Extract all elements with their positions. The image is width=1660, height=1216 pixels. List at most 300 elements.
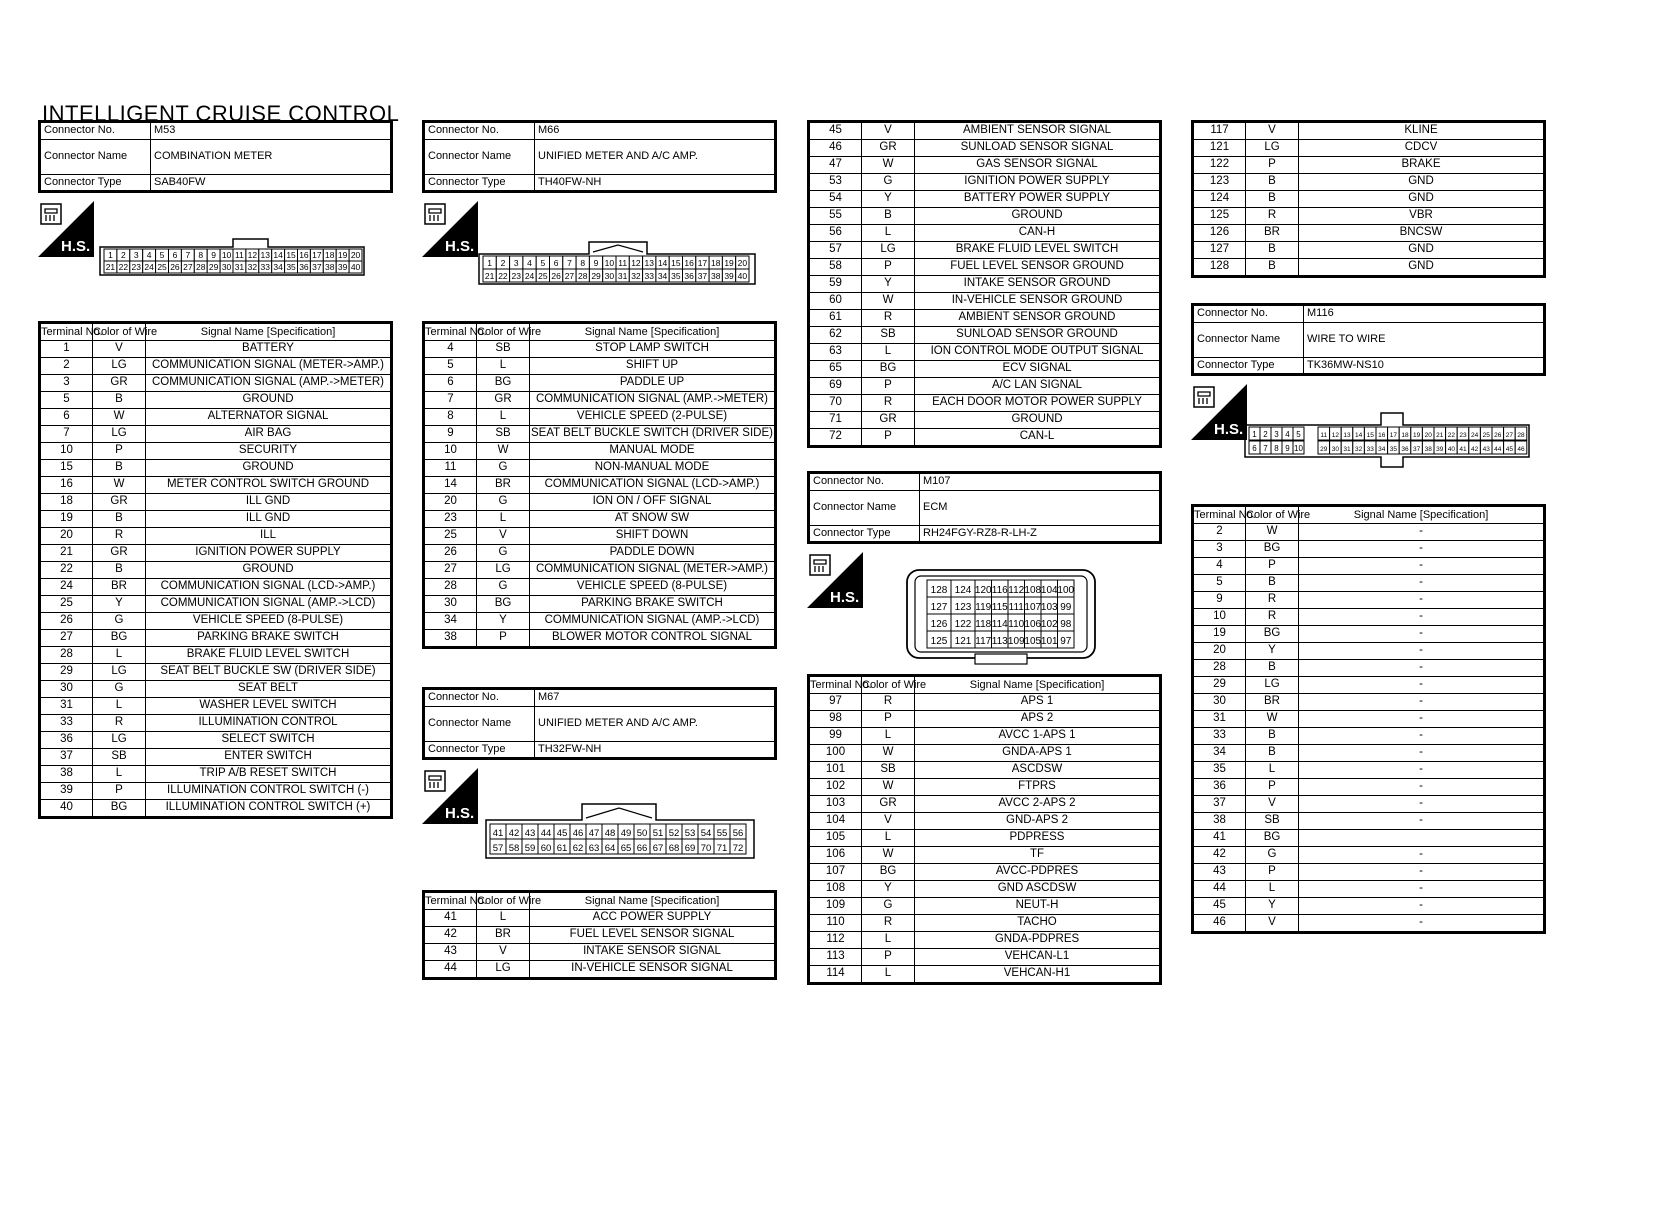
- table-row: [424, 613, 776, 630]
- terminal-no-cell: 25: [40, 596, 93, 613]
- wire-color-cell: L: [477, 511, 530, 528]
- signal-name-cell: COMMUNICATION SIGNAL (LCD->AMP.): [146, 579, 392, 596]
- table-row: [809, 276, 1161, 293]
- wire-color-cell: BG: [1246, 626, 1299, 643]
- m67-connector-info: [422, 687, 777, 760]
- signal-name-cell: PARKING BRAKE SWITCH: [146, 630, 392, 647]
- wire-color-cell: P: [862, 429, 915, 447]
- pin-number: 65: [620, 843, 632, 854]
- pin-number: 4: [1285, 430, 1290, 439]
- pin-number: 43: [1482, 446, 1490, 453]
- wire-color-cell: W: [862, 779, 915, 796]
- wire-color-cell: BR: [93, 579, 146, 596]
- signal-name-cell: GNDA-APS 1: [915, 745, 1161, 762]
- wire-color-cell: BR: [477, 477, 530, 494]
- pin-number: 122: [954, 619, 972, 630]
- pin-number: 16: [1378, 432, 1386, 439]
- wire-color-cell: L: [477, 409, 530, 426]
- pin-number: 17: [697, 258, 708, 268]
- signal-name-cell: STOP LAMP SWITCH: [530, 341, 776, 358]
- pin-number: 7: [567, 258, 572, 268]
- connector-type-label: Connector Type: [424, 741, 535, 759]
- terminal-no-cell: 37: [1193, 796, 1246, 813]
- terminal-no-cell: 4: [1193, 558, 1246, 575]
- pin-number: 69: [684, 843, 696, 854]
- table-row: [424, 392, 776, 409]
- table-row: [809, 728, 1161, 745]
- signal-name-cell: [1299, 830, 1545, 847]
- terminal-no-cell: 107: [809, 864, 862, 881]
- signal-name-cell: -: [1299, 626, 1545, 643]
- connector-key: [975, 654, 1027, 664]
- page-title: INTELLIGENT CRUISE CONTROL: [42, 101, 400, 126]
- column-m53: [38, 120, 393, 819]
- wire-color-cell: V: [477, 944, 530, 961]
- signal-name-cell: SHIFT UP: [530, 358, 776, 375]
- terminal-no-cell: 112: [809, 932, 862, 949]
- signal-name-cell: COMMUNICATION SIGNAL (METER->AMP.): [530, 562, 776, 579]
- terminal-no-cell: 38: [40, 766, 93, 783]
- terminal-no-cell: 3: [40, 375, 93, 392]
- signal-name-cell: CAN-H: [915, 225, 1161, 242]
- wire-color-cell: P: [862, 259, 915, 276]
- pin-number: 38: [711, 271, 721, 281]
- wire-color-cell: L: [1246, 762, 1299, 779]
- table-row: [809, 327, 1161, 344]
- pin-number: 57: [492, 843, 504, 854]
- terminal-no-cell: 6: [424, 375, 477, 392]
- signal-name-cell: BNCSW: [1299, 225, 1545, 242]
- pin-number: 58: [508, 843, 520, 854]
- pin-number: 26: [170, 262, 180, 272]
- pin-number: 33: [1366, 446, 1374, 453]
- signal-name-cell: BATTERY: [146, 341, 392, 358]
- terminal-no-cell: 2: [40, 358, 93, 375]
- signal-name-cell: GND: [1299, 174, 1545, 191]
- pin-number: 36: [1401, 446, 1409, 453]
- pin-number: 4: [146, 250, 152, 260]
- pin-number: 15: [1366, 432, 1374, 439]
- terminal-no-cell: 56: [809, 225, 862, 242]
- table-row: [809, 412, 1161, 429]
- wire-color-cell: P: [1246, 864, 1299, 881]
- wire-color-cell: L: [862, 932, 915, 949]
- terminal-no-cell: 10: [424, 443, 477, 460]
- wire-color-cell: LG: [93, 664, 146, 681]
- table-row: [809, 293, 1161, 310]
- pin-number: 127: [930, 602, 948, 613]
- table-row: [424, 927, 776, 944]
- pin-number: 15: [286, 250, 296, 260]
- table-row: [40, 613, 392, 630]
- terminal-no-cell: 16: [40, 477, 93, 494]
- table-row: [1193, 643, 1545, 660]
- wire-color-cell: G: [477, 545, 530, 562]
- table-row: [1193, 915, 1545, 933]
- wire-color-cell: GR: [862, 796, 915, 813]
- connector-name-value: WIRE TO WIRE: [1304, 322, 1545, 357]
- terminal-no-cell: 19: [40, 511, 93, 528]
- wire-color-cell: LG: [477, 961, 530, 979]
- column-m116: [1191, 303, 1546, 934]
- m53-pin-grid: [98, 233, 368, 277]
- pin-number: 10: [604, 258, 615, 268]
- terminal-no-cell: 65: [809, 361, 862, 378]
- wire-color-cell: L: [1246, 881, 1299, 898]
- signal-name-cell: -: [1299, 813, 1545, 830]
- pin-number: 30: [604, 271, 615, 281]
- pin-number: 3: [513, 258, 519, 268]
- wire-color-cell: BG: [93, 630, 146, 647]
- table-row: [809, 191, 1161, 208]
- harness-side-icon: [807, 552, 863, 608]
- signal-name-cell: -: [1299, 694, 1545, 711]
- terminal-no-cell: 106: [809, 847, 862, 864]
- pin-number: 41: [492, 828, 504, 839]
- pin-number: 34: [273, 262, 283, 272]
- connector-no-label: Connector No.: [424, 122, 535, 140]
- signal-name-cell: -: [1299, 609, 1545, 626]
- table-row: [424, 961, 776, 979]
- terminal-no-cell: 98: [809, 711, 862, 728]
- wire-color-cell: V: [1246, 122, 1299, 140]
- wire-color-cell: BR: [477, 927, 530, 944]
- table-row: [40, 783, 392, 800]
- table-row: [1193, 728, 1545, 745]
- wire-color-cell: Y: [862, 881, 915, 898]
- wire-color-cell: L: [862, 225, 915, 242]
- table-row: [1193, 711, 1545, 728]
- wire-color-cell: R: [93, 528, 146, 545]
- terminal-no-cell: 102: [809, 779, 862, 796]
- connector-name-label: Connector Name: [809, 490, 920, 525]
- table-row: [1193, 677, 1545, 694]
- terminal-no-cell: 44: [424, 961, 477, 979]
- table-row: [1193, 898, 1545, 915]
- wire-color-cell: W: [1246, 711, 1299, 728]
- table-row: [809, 864, 1161, 881]
- pin-number: 2: [500, 258, 506, 268]
- pin-number: 27: [1505, 432, 1514, 439]
- wire-color-cell: BR: [1246, 225, 1299, 242]
- terminal-no-cell: 44: [1193, 881, 1246, 898]
- pin-number: 20: [350, 250, 361, 260]
- header-color: Color of Wire: [477, 323, 530, 341]
- header-terminal: Terminal No.: [1193, 506, 1246, 524]
- pin-number: 52: [668, 828, 680, 839]
- pin-number: 1: [1252, 430, 1257, 439]
- terminal-no-cell: 128: [1193, 259, 1246, 277]
- signal-name-cell: GND-APS 2: [915, 813, 1161, 830]
- pin-number: 111: [1008, 602, 1024, 613]
- terminal-no-cell: 110: [809, 915, 862, 932]
- pin-number: 8: [1274, 444, 1279, 453]
- terminal-no-cell: 34: [424, 613, 477, 630]
- terminal-no-cell: 57: [809, 242, 862, 259]
- wire-color-cell: LG: [1246, 140, 1299, 157]
- connector-type-value: SAB40FW: [151, 174, 392, 192]
- pin-number: 8: [198, 250, 204, 260]
- signal-name-cell: A/C LAN SIGNAL: [915, 378, 1161, 395]
- wire-color-cell: W: [93, 477, 146, 494]
- pin-number: 37: [312, 262, 322, 272]
- table-row: [424, 460, 776, 477]
- pin-number: 5: [540, 258, 546, 268]
- connector-type-label: Connector Type: [809, 525, 920, 543]
- header-signal: Signal Name [Specification]: [915, 676, 1161, 694]
- table-row: [424, 341, 776, 358]
- pin-number: 22: [1447, 432, 1456, 439]
- wire-color-cell: LG: [862, 242, 915, 259]
- wire-color-cell: G: [477, 460, 530, 477]
- signal-name-cell: SUNLOAD SENSOR GROUND: [915, 327, 1161, 344]
- wire-color-cell: G: [93, 681, 146, 698]
- terminal-no-cell: 63: [809, 344, 862, 361]
- terminal-no-cell: 104: [809, 813, 862, 830]
- pin-number: 7: [1263, 444, 1268, 453]
- terminal-no-cell: 38: [1193, 813, 1246, 830]
- signal-name-cell: APS 1: [915, 694, 1161, 711]
- wire-color-cell: Y: [1246, 898, 1299, 915]
- pin-number: 105: [1024, 636, 1042, 647]
- terminal-no-cell: 9: [1193, 592, 1246, 609]
- pin-number: 46: [572, 828, 584, 839]
- signal-name-cell: BATTERY POWER SUPPLY: [915, 191, 1161, 208]
- pin-number: 22: [498, 271, 508, 281]
- pin-number: 3: [133, 250, 139, 260]
- pin-number: 23: [511, 271, 521, 281]
- terminal-no-cell: 27: [40, 630, 93, 647]
- wire-color-cell: G: [862, 898, 915, 915]
- table-row: [40, 375, 392, 392]
- pin-number: 47: [588, 828, 600, 839]
- wire-color-cell: L: [477, 358, 530, 375]
- pin-number: 1: [108, 250, 113, 260]
- terminal-no-cell: 10: [40, 443, 93, 460]
- table-row: [1193, 609, 1545, 626]
- header-terminal: Terminal No.: [40, 323, 93, 341]
- wire-color-cell: R: [1246, 592, 1299, 609]
- wire-color-cell: Y: [862, 276, 915, 293]
- pin-number: 26: [551, 271, 561, 281]
- pin-number: 4: [527, 258, 532, 268]
- table-row: [809, 830, 1161, 847]
- table-row: [424, 409, 776, 426]
- table-row: [809, 208, 1161, 225]
- connector-latch: [586, 808, 652, 818]
- signal-name-cell: -: [1299, 575, 1545, 592]
- connector-latch: [593, 245, 643, 252]
- terminal-no-cell: 36: [1193, 779, 1246, 796]
- terminal-no-cell: 28: [1193, 660, 1246, 677]
- terminal-no-cell: 41: [1193, 830, 1246, 847]
- terminal-no-cell: 33: [40, 715, 93, 732]
- signal-name-cell: AVCC 1-APS 1: [915, 728, 1161, 745]
- signal-name-cell: -: [1299, 643, 1545, 660]
- table-row: [40, 409, 392, 426]
- table-row: [424, 494, 776, 511]
- signal-name-cell: GND: [1299, 242, 1545, 259]
- pin-number: 53: [684, 828, 696, 839]
- connector-no-label: Connector No.: [1193, 305, 1304, 323]
- signal-name-cell: VBR: [1299, 208, 1545, 225]
- terminal-no-cell: 99: [809, 728, 862, 745]
- table-row: [1193, 779, 1545, 796]
- signal-name-cell: SEAT BELT BUCKLE SWITCH (DRIVER SIDE): [530, 426, 776, 443]
- signal-name-cell: GND ASCDSW: [915, 881, 1161, 898]
- pin-number: 121: [954, 636, 972, 647]
- wire-color-cell: R: [1246, 208, 1299, 225]
- pin-number: 40: [350, 262, 361, 272]
- terminal-no-cell: 38: [424, 630, 477, 648]
- table-row: [424, 579, 776, 596]
- wire-color-cell: GR: [93, 545, 146, 562]
- pin-number: 44: [1494, 446, 1502, 453]
- pin-number: 24: [144, 262, 154, 272]
- pin-number: 28: [578, 271, 588, 281]
- wire-color-cell: SB: [477, 341, 530, 358]
- pin-number: 21: [105, 262, 116, 272]
- pin-number: 29: [591, 271, 601, 281]
- pin-number: 21: [484, 271, 495, 281]
- terminal-no-cell: 70: [809, 395, 862, 412]
- table-row: [1193, 796, 1545, 813]
- signal-name-cell: ILLUMINATION CONTROL SWITCH (-): [146, 783, 392, 800]
- terminal-no-cell: 71: [809, 412, 862, 429]
- wire-color-cell: W: [477, 443, 530, 460]
- pin-number: 32: [247, 262, 258, 272]
- pin-number: 66: [636, 843, 648, 854]
- terminal-no-cell: 20: [1193, 643, 1246, 660]
- column-m67-continued: [807, 120, 1162, 448]
- table-row: [40, 358, 392, 375]
- pin-number: 68: [668, 843, 680, 854]
- table-row: [809, 225, 1161, 242]
- signal-name-cell: -: [1299, 796, 1545, 813]
- terminal-no-cell: 45: [809, 122, 862, 140]
- column-m67: [422, 687, 777, 980]
- terminal-no-cell: 41: [424, 910, 477, 927]
- pin-number: 39: [724, 271, 734, 281]
- pin-number: 28: [1517, 432, 1525, 439]
- wire-color-cell: R: [1246, 609, 1299, 626]
- column-m66: [422, 120, 777, 649]
- table-row: [40, 630, 392, 647]
- terminal-no-cell: 54: [809, 191, 862, 208]
- pin-number: 110: [1008, 619, 1025, 630]
- wire-color-cell: B: [1246, 191, 1299, 208]
- wire-color-cell: L: [93, 647, 146, 664]
- wire-color-cell: Y: [477, 613, 530, 630]
- terminal-no-cell: 22: [40, 562, 93, 579]
- pin-number: 99: [1060, 602, 1072, 613]
- signal-name-cell: INTAKE SENSOR SIGNAL: [530, 944, 776, 961]
- pin-number: 22: [118, 262, 129, 272]
- pin-number: 11: [235, 250, 244, 260]
- header-terminal: Terminal No.: [424, 323, 477, 341]
- signal-name-cell: AVCC 2-APS 2: [915, 796, 1161, 813]
- pin-number: 61: [556, 843, 568, 854]
- table-row: [424, 358, 776, 375]
- signal-name-cell: COMMUNICATION SIGNAL (AMP.->LCD): [146, 596, 392, 613]
- connector-name-label: Connector Name: [424, 706, 535, 741]
- terminal-no-cell: 47: [809, 157, 862, 174]
- wire-color-cell: R: [93, 715, 146, 732]
- terminal-no-cell: 1: [40, 341, 93, 358]
- signal-name-cell: SECURITY: [146, 443, 392, 460]
- wire-color-cell: V: [93, 341, 146, 358]
- connector-type-label: Connector Type: [424, 174, 535, 192]
- pin-number: 13: [260, 250, 270, 260]
- table-row: [1193, 881, 1545, 898]
- pin-number: 43: [524, 828, 536, 839]
- table-row: [424, 375, 776, 392]
- signal-name-cell: VEHICLE SPEED (8-PULSE): [146, 613, 392, 630]
- wire-color-cell: P: [1246, 157, 1299, 174]
- terminal-no-cell: 53: [809, 174, 862, 191]
- table-row: [40, 392, 392, 409]
- pin-number: 104: [1040, 585, 1058, 596]
- pin-number: 29: [208, 262, 219, 272]
- signal-name-cell: -: [1299, 558, 1545, 575]
- signal-name-cell: -: [1299, 660, 1545, 677]
- header-terminal: Terminal No.: [424, 892, 477, 910]
- signal-name-cell: VEHICLE SPEED (8-PULSE): [530, 579, 776, 596]
- pin-number: 17: [312, 250, 322, 260]
- pin-number: 10: [221, 250, 232, 260]
- pin-number: 117: [975, 636, 992, 647]
- wire-color-cell: W: [862, 745, 915, 762]
- hs-label: H.S.: [445, 805, 475, 822]
- pin-number: 9: [1285, 444, 1290, 453]
- signal-name-cell: COMMUNICATION SIGNAL (METER->AMP.): [146, 358, 392, 375]
- table-row: [40, 528, 392, 545]
- table-row: [809, 694, 1161, 711]
- pin-number: 31: [617, 271, 628, 281]
- hs-label: H.S.: [61, 238, 91, 255]
- m116-connector-diagram: [1191, 376, 1546, 504]
- signal-name-cell: -: [1299, 847, 1545, 864]
- pin-number: 120: [974, 585, 992, 596]
- terminal-no-cell: 117: [1193, 122, 1246, 140]
- pin-number: 31: [234, 262, 245, 272]
- signal-name-cell: FTPRS: [915, 779, 1161, 796]
- pin-number: 48: [604, 828, 616, 839]
- pin-number: 45: [1505, 446, 1514, 453]
- wire-color-cell: P: [862, 711, 915, 728]
- signal-name-cell: SELECT SWITCH: [146, 732, 392, 749]
- signal-name-cell: -: [1299, 779, 1545, 796]
- m67-pin-grid: [484, 800, 756, 860]
- table-row: [1193, 830, 1545, 847]
- signal-name-cell: VEHCAN-L1: [915, 949, 1161, 966]
- signal-name-cell: TACHO: [915, 915, 1161, 932]
- table-row: [809, 259, 1161, 276]
- connector-no-value: M66: [535, 122, 776, 140]
- wire-color-cell: B: [862, 208, 915, 225]
- pin-number: 42: [508, 828, 520, 839]
- signal-name-cell: IN-VEHICLE SENSOR GROUND: [915, 293, 1161, 310]
- wire-color-cell: BR: [1246, 694, 1299, 711]
- header-color: Color of Wire: [1246, 506, 1299, 524]
- pin-number: 6: [1252, 444, 1257, 453]
- signal-name-cell: APS 2: [915, 711, 1161, 728]
- signal-name-cell: CAN-L: [915, 429, 1161, 447]
- signal-name-cell: -: [1299, 762, 1545, 779]
- wire-color-cell: Y: [1246, 643, 1299, 660]
- pin-number: 118: [975, 619, 992, 630]
- header-signal: Signal Name [Specification]: [146, 323, 392, 341]
